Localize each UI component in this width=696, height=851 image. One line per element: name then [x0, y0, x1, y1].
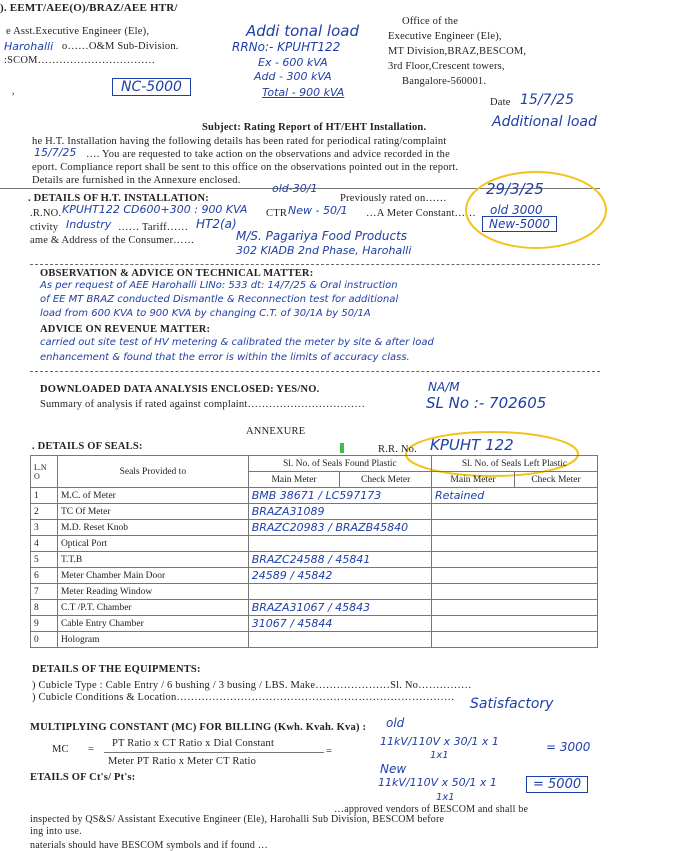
- to-line-4: 3rd Floor,Crescent towers,: [388, 61, 505, 72]
- meter-constant-new: New-5000: [482, 216, 557, 232]
- tariff-label: …… Tariff……: [118, 222, 189, 233]
- annotation-add: Add - 300 kVA: [254, 70, 332, 83]
- hdr-check: Check Meter: [340, 472, 432, 488]
- row-left: [431, 520, 597, 536]
- annotation-rrno: RRNo:- KPUHT122: [232, 40, 341, 54]
- row-found: 24589 / 45842: [248, 568, 431, 584]
- row-left: [431, 536, 597, 552]
- advice-line-2: enhancement & found that the error is within the limits of accuracy class.: [40, 352, 410, 363]
- downloaded-serial: SL No :- 702605: [426, 394, 547, 412]
- row-item: C.T /P.T. Chamber: [57, 600, 248, 616]
- advice-title: ADVICE ON REVENUE MATTER:: [40, 324, 211, 335]
- date-value: 15/7/25: [520, 92, 574, 108]
- row-number: 7: [31, 584, 58, 600]
- row-item: Hologram: [57, 632, 248, 648]
- equipment-title: DETAILS OF THE EQUIPMENTS:: [32, 664, 201, 675]
- row-item: Meter Chamber Main Door: [57, 568, 248, 584]
- row-number: 5: [31, 552, 58, 568]
- row-found: BRAZA31089: [248, 504, 431, 520]
- row-found: [248, 536, 431, 552]
- table-row: [31, 520, 598, 536]
- from-line-2: o……O&M Sub-Division.: [62, 41, 179, 52]
- comma-mark: ,: [12, 86, 15, 97]
- observation-line-2: of EE MT BRAZ conducted Dismantle & Reconnection test for additional: [40, 294, 399, 305]
- hdr-left: Sl. No. of Seals Left Plastic: [431, 456, 597, 472]
- row-number: 2: [31, 504, 58, 520]
- table-row: [31, 536, 598, 552]
- row-found: 31067 / 45844: [248, 616, 431, 632]
- row-found: [248, 584, 431, 600]
- subject-para-3: eport. Compliance report shall be sent to this office on the observations pointed out in the report.: [32, 162, 459, 173]
- row-number: 0: [31, 632, 58, 648]
- subject-handwritten: Additional load: [492, 114, 597, 130]
- previously-rated-date: 29/3/25: [486, 180, 544, 198]
- activity-label: ctivity: [30, 222, 59, 233]
- row-found: [248, 632, 431, 648]
- advice-line-1: carried out site test of HV metering & calibrated the meter by site & after load: [40, 337, 434, 348]
- row-item: Meter Reading Window: [57, 584, 248, 600]
- observation-line-1: As per request of AEE Harohalli LINo: 533 dt: 14/7/25 & Oral instruction: [40, 280, 398, 291]
- row-left: [431, 552, 597, 568]
- row-item: M.D. Reset Knob: [57, 520, 248, 536]
- row-found: BMB 38671 / LC597173: [248, 488, 431, 504]
- row-found: BRAZC24588 / 45841: [248, 552, 431, 568]
- equipment-line-2: ) Cubicle Conditions & Location……………………………………………………………………: [32, 692, 455, 703]
- annotation-nc-box: NC-5000: [112, 78, 191, 96]
- mc-old-den: 1x1: [430, 750, 449, 761]
- downloaded-label: DOWNLOADED DATA ANALYSIS ENCLOSED: YES/NO.: [40, 384, 320, 395]
- downloaded-summary: Summary of analysis if rated against complaint……………………………: [40, 399, 366, 410]
- row-left: [431, 616, 597, 632]
- mc-new-den: 1x1: [436, 792, 455, 803]
- row-left: [431, 600, 597, 616]
- row-item: Cable Entry Chamber: [57, 616, 248, 632]
- subject-para-2: …. You are requested to take action on the observations and advice recorded in the: [86, 149, 450, 160]
- installation-title: . DETAILS OF H.T. INSTALLATION:: [28, 193, 209, 204]
- row-item: TC Of Meter: [57, 504, 248, 520]
- annexure-rr-label: R.R. No.: [378, 444, 417, 455]
- cts-label: ETAILS OF Ct's/ Pt's:: [30, 772, 136, 783]
- row-left: [431, 632, 597, 648]
- hdr-main2: Main Meter: [431, 472, 514, 488]
- mc-old-num: 11kV/110V x 30/1 x 1: [380, 735, 499, 748]
- table-row: [31, 488, 598, 504]
- mc-numerator: PT Ratio x CT Ratio x Dial Constant: [112, 738, 275, 749]
- row-number: 4: [31, 536, 58, 552]
- reference-line: ). EEMT/AEE(O)/BRAZ/AEE HTR/: [0, 2, 178, 14]
- footer-line-3: naterials should have BESCOM symbols and if found …: [30, 840, 268, 851]
- subject-para-2-date: 15/7/25: [34, 146, 77, 159]
- mc-title: MULTIPLYING CONSTANT (MC) FOR BILLING (Kwh. Kvah. Kva) :: [30, 722, 367, 733]
- mc-label: MC: [52, 744, 69, 755]
- row-number: 6: [31, 568, 58, 584]
- consumer-label: ame & Address of the Consumer……: [30, 235, 195, 246]
- table-row: [31, 584, 598, 600]
- footer-line-2: ing into use.: [30, 826, 82, 837]
- row-item: T.T.B: [57, 552, 248, 568]
- annexure-rr-value: KPUHT 122: [430, 436, 514, 454]
- hdr-check2: Check Meter: [514, 472, 597, 488]
- table-row: [31, 552, 598, 568]
- footer-line-1b: …approved vendors of BESCOM and shall be: [334, 804, 529, 815]
- equipment-line-1: ) Cubicle Type : Cable Entry / 6 bushing / 3 busing / LBS. Make…………………Sl. No……………: [32, 680, 472, 691]
- table-row: [31, 504, 598, 520]
- date-label: Date: [490, 97, 511, 108]
- from-line-2-handwritten: Harohalli: [4, 40, 54, 53]
- mc-denominator: Meter PT Ratio x Meter CT Ratio: [108, 756, 257, 767]
- subject-label: Subject: Rating Report of HT/EHT Installation.: [202, 122, 427, 133]
- downloaded-name: NA/M: [428, 380, 460, 394]
- subject-para-1: he H.T. Installation having the following details has been rated for periodical rating/complaint: [32, 136, 447, 147]
- to-line-2: Executive Engineer (Ele),: [388, 31, 502, 42]
- subject-para-4: Details are furnished in the Annexure enclosed.: [32, 175, 241, 186]
- seals-title: . DETAILS OF SEALS:: [32, 441, 143, 452]
- hdr-found: Sl. No. of Seals Found Plastic: [248, 456, 431, 472]
- row-number: 9: [31, 616, 58, 632]
- observation-title: OBSERVATION & ADVICE ON TECHNICAL MATTER:: [40, 268, 314, 279]
- row-left: [431, 504, 597, 520]
- row-item: Optical Port: [57, 536, 248, 552]
- mc-old-label: old: [386, 716, 405, 730]
- row-found: BRAZC20983 / BRAZB45840: [248, 520, 431, 536]
- equipment-condition: Satisfactory: [470, 696, 554, 712]
- hdr-sl: L.N O: [31, 456, 58, 488]
- mc-new-result: = 5000: [526, 776, 588, 793]
- consumer-address: 302 KIADB 2nd Phase, Harohalli: [236, 244, 412, 257]
- from-line-3: :SCOM……………………………: [4, 55, 156, 66]
- tariff-value: HT2(a): [196, 217, 237, 231]
- annotation-total: Total - 900 kVA: [262, 86, 345, 99]
- annotation-existing: Ex - 600 kVA: [258, 56, 328, 69]
- table-row: [31, 600, 598, 616]
- consumer-name: M/S. Pagariya Food Products: [236, 229, 408, 243]
- annotation-additional-load: Addi tonal load: [246, 22, 359, 40]
- row-number: 1: [31, 488, 58, 504]
- row-left: Retained: [431, 488, 597, 504]
- table-row: [31, 568, 598, 584]
- to-line-3: MT Division,BRAZ,BESCOM,: [388, 46, 527, 57]
- to-line-5: Bangalore-560001.: [402, 76, 487, 87]
- to-line-1: Office of the: [402, 16, 459, 27]
- annexure-title: ANNEXURE: [246, 426, 306, 437]
- previously-rated-label: Previously rated on……: [340, 193, 447, 204]
- hdr-provided: Seals Provided to: [57, 456, 248, 488]
- mc-new-num: 11kV/110V x 50/1 x 1: [378, 776, 497, 789]
- mc-old-result: = 3000: [546, 740, 591, 754]
- table-row: [31, 616, 598, 632]
- row-left: [431, 584, 597, 600]
- table-row: [31, 632, 598, 648]
- hdr-main: Main Meter: [248, 472, 340, 488]
- ctr-value: New - 50/1: [288, 204, 348, 217]
- observation-line-3: load from 600 KVA to 900 KVA by changing C.T. of 30/1A by 50/1A: [40, 308, 371, 319]
- row-number: 8: [31, 600, 58, 616]
- ctr-label: CTR: [266, 208, 288, 219]
- seals-table: [30, 455, 598, 648]
- row-number: 3: [31, 520, 58, 536]
- meter-constant-old: old 3000: [490, 203, 543, 217]
- from-line-1: e Asst.Executive Engineer (Ele),: [6, 26, 150, 37]
- rr-no-label: .R.NO.: [30, 208, 62, 219]
- rr-no-value: KPUHT122 CD600+300 : 900 KVA: [62, 203, 248, 216]
- meter-constant-label: …A Meter Constant……: [366, 208, 476, 219]
- row-found: BRAZA31067 / 45843: [248, 600, 431, 616]
- old-mc-note: old-30/1: [272, 182, 318, 195]
- row-item: M.C. of Meter: [57, 488, 248, 504]
- row-left: [431, 568, 597, 584]
- activity-value: Industry: [66, 218, 112, 231]
- mc-new-label: New: [380, 762, 407, 776]
- footer-line-1a: inspected by QS&S/ Assistant Executive Engineer (Ele), Harohalli Sub Division, BESCOM before: [30, 814, 445, 825]
